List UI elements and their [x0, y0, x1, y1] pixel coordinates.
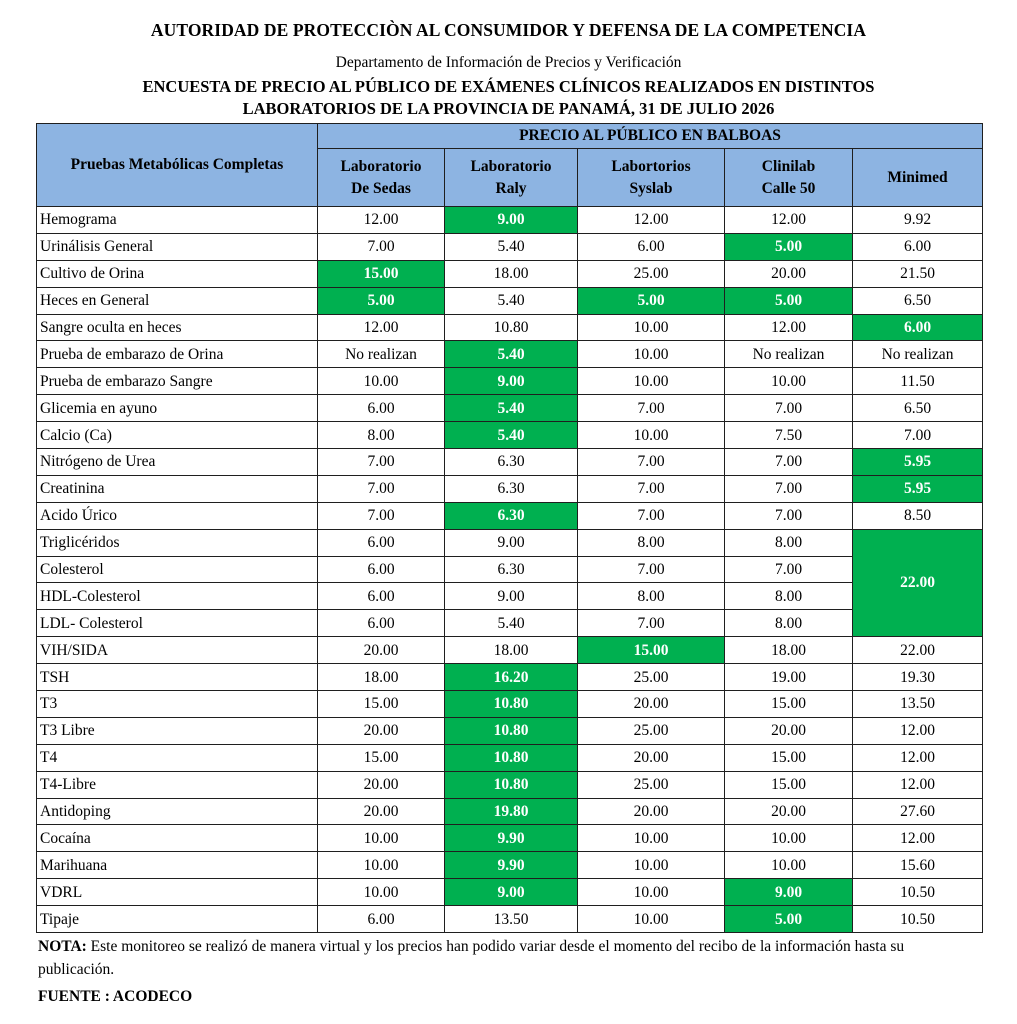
- price-cell: 8.00: [578, 529, 725, 556]
- price-cell: 27.60: [853, 798, 983, 825]
- price-cell: 5.00: [725, 233, 853, 260]
- price-cell: No realizan: [318, 341, 445, 368]
- price-cell: 12.00: [318, 207, 445, 234]
- price-cell: 6.00: [318, 610, 445, 637]
- price-cell: 15.00: [318, 260, 445, 287]
- price-cell: 25.00: [578, 664, 725, 691]
- price-cell: 7.00: [725, 556, 853, 583]
- lab-header-raly: [445, 149, 578, 207]
- source: FUENTE : ACODECO: [38, 988, 193, 1005]
- price-cell: 8.00: [318, 422, 445, 449]
- price-cell: 10.00: [318, 852, 445, 879]
- price-cell: 9.00: [445, 583, 578, 610]
- test-name: Acido Úrico: [37, 502, 318, 529]
- price-cell: 25.00: [578, 260, 725, 287]
- lab-header-de-sedas: [318, 149, 445, 207]
- price-cell: 10.00: [578, 341, 725, 368]
- lab-header-line: Clinilab: [761, 157, 816, 175]
- table-row: [37, 798, 983, 825]
- price-cell: 20.00: [318, 798, 445, 825]
- price-cell: 5.00: [578, 287, 725, 314]
- price-cell: 8.00: [725, 583, 853, 610]
- price-cell: 7.50: [725, 422, 853, 449]
- price-cell: 19.80: [445, 798, 578, 825]
- table-row: [37, 422, 983, 449]
- price-cell: 18.00: [318, 664, 445, 691]
- table-row: [37, 610, 983, 637]
- test-name: Prueba de embarazo Sangre: [37, 368, 318, 395]
- lab-header-line: Minimed: [887, 168, 948, 186]
- price-cell: 20.00: [318, 637, 445, 664]
- price-cell: 6.00: [318, 395, 445, 422]
- price-cell: 10.80: [445, 691, 578, 718]
- table-row: [37, 529, 983, 556]
- test-name: Antidoping: [37, 798, 318, 825]
- price-cell: 7.00: [725, 502, 853, 529]
- price-cell: 6.30: [445, 475, 578, 502]
- price-cell: 10.00: [578, 852, 725, 879]
- price-table-body: [37, 207, 983, 933]
- tests-column-header: Pruebas Metabólicas Completas: [37, 124, 318, 207]
- price-cell: 20.00: [578, 798, 725, 825]
- test-name: Prueba de embarazo de Orina: [37, 341, 318, 368]
- price-cell: 15.00: [578, 637, 725, 664]
- price-cell: 5.40: [445, 233, 578, 260]
- price-cell: 9.00: [445, 207, 578, 234]
- table-row: [37, 395, 983, 422]
- table-row: [37, 502, 983, 529]
- survey-title-line-1: ENCUESTA DE PRECIO AL PÚBLICO DE EXÁMENES CLÍNICOS REALIZADOS EN DISTINTOS: [142, 77, 875, 96]
- price-cell: 19.00: [725, 664, 853, 691]
- price-cell: 10.00: [318, 368, 445, 395]
- price-cell: 18.00: [725, 637, 853, 664]
- price-cell: 7.00: [578, 556, 725, 583]
- price-cell: 6.00: [318, 529, 445, 556]
- price-cell: 13.50: [445, 906, 578, 933]
- test-name: TSH: [37, 664, 318, 691]
- price-cell: 10.80: [445, 717, 578, 744]
- price-cell: 15.00: [725, 744, 853, 771]
- price-cell: 9.92: [853, 207, 983, 234]
- test-name: Cocaína: [37, 825, 318, 852]
- price-cell: 15.00: [725, 771, 853, 798]
- price-cell: 10.00: [578, 422, 725, 449]
- price-cell: 12.00: [853, 825, 983, 852]
- test-name: Tipaje: [37, 906, 318, 933]
- price-cell: 10.50: [853, 906, 983, 933]
- price-cell: 7.00: [578, 475, 725, 502]
- price-cell: 19.30: [853, 664, 983, 691]
- price-cell: 5.00: [725, 906, 853, 933]
- price-cell: 10.00: [578, 825, 725, 852]
- price-cell: 5.00: [318, 287, 445, 314]
- price-cell: 16.20: [445, 664, 578, 691]
- table-row: [37, 341, 983, 368]
- price-cell: 15.60: [853, 852, 983, 879]
- price-cell: 10.50: [853, 879, 983, 906]
- price-cell: 6.00: [318, 906, 445, 933]
- price-cell: 12.00: [853, 771, 983, 798]
- price-cell: 8.00: [725, 610, 853, 637]
- price-cell: 6.00: [318, 556, 445, 583]
- lab-header-line: De Sedas: [351, 179, 411, 197]
- table-row: [37, 314, 983, 341]
- test-name: Cultivo de Orina: [37, 260, 318, 287]
- price-cell: 9.00: [445, 529, 578, 556]
- price-cell: 6.30: [445, 502, 578, 529]
- price-cell: 20.00: [578, 691, 725, 718]
- price-group-header: PRECIO AL PÚBLICO EN BALBOAS: [318, 124, 983, 149]
- test-name: T3 Libre: [37, 717, 318, 744]
- table-row: [37, 906, 983, 933]
- price-cell: 7.00: [578, 610, 725, 637]
- price-cell: 9.90: [445, 852, 578, 879]
- price-cell: 10.00: [725, 368, 853, 395]
- table-row: [37, 583, 983, 610]
- test-name: Triglicéridos: [37, 529, 318, 556]
- table-row: [37, 879, 983, 906]
- price-cell: 10.80: [445, 771, 578, 798]
- price-cell: 12.00: [318, 314, 445, 341]
- test-name: VDRL: [37, 879, 318, 906]
- test-name: VIH/SIDA: [37, 637, 318, 664]
- price-cell: 5.40: [445, 341, 578, 368]
- price-cell: 10.00: [578, 879, 725, 906]
- price-cell: 15.00: [318, 691, 445, 718]
- price-cell: 9.90: [445, 825, 578, 852]
- table-row: [37, 852, 983, 879]
- note: [38, 935, 968, 981]
- price-cell: 12.00: [853, 744, 983, 771]
- test-name: HDL-Colesterol: [37, 583, 318, 610]
- table-row: [37, 556, 983, 583]
- agency-title: AUTORIDAD DE PROTECCIÒN AL CONSUMIDOR Y DEFENSA DE LA COMPETENCIA: [150, 20, 867, 40]
- test-name: LDL- Colesterol: [37, 610, 318, 637]
- test-name: Heces en General: [37, 287, 318, 314]
- test-name: Hemograma: [37, 207, 318, 234]
- price-cell: 7.00: [318, 502, 445, 529]
- lab-header-clinilab: [725, 149, 853, 207]
- test-name: Glicemia en ayuno: [37, 395, 318, 422]
- price-cell: 10.00: [578, 314, 725, 341]
- price-cell: 7.00: [318, 233, 445, 260]
- table-row: [37, 637, 983, 664]
- lab-header-line: Laboratorio: [470, 157, 552, 175]
- price-cell: 7.00: [318, 475, 445, 502]
- price-table: [36, 123, 983, 933]
- lab-header-line: Labortorios: [611, 157, 691, 175]
- note-label: NOTA:: [38, 938, 87, 955]
- test-name: Sangre oculta en heces: [37, 314, 318, 341]
- lab-header-line: Laboratorio: [340, 157, 422, 175]
- price-cell: 8.50: [853, 502, 983, 529]
- price-cell: 5.95: [853, 449, 983, 476]
- table-row: [37, 233, 983, 260]
- lab-header-minimed: [853, 149, 983, 207]
- price-cell: 7.00: [318, 449, 445, 476]
- table-row: [37, 207, 983, 234]
- price-cell: 10.00: [318, 879, 445, 906]
- price-cell: 10.00: [725, 825, 853, 852]
- test-name: Colesterol: [37, 556, 318, 583]
- price-cell: 7.00: [853, 422, 983, 449]
- test-name: Calcio (Ca): [37, 422, 318, 449]
- test-name: Marihuana: [37, 852, 318, 879]
- table-row: [37, 825, 983, 852]
- price-cell: 5.40: [445, 287, 578, 314]
- price-cell: 20.00: [318, 717, 445, 744]
- price-cell: 18.00: [445, 637, 578, 664]
- price-cell: 6.00: [318, 583, 445, 610]
- department-subtitle: Departamento de Información de Precios y Verificación: [335, 54, 682, 71]
- price-cell-merged-lipid-profile: 22.00: [853, 529, 983, 637]
- price-cell: 5.95: [853, 475, 983, 502]
- price-cell: 18.00: [445, 260, 578, 287]
- price-cell: 5.40: [445, 610, 578, 637]
- price-cell: 10.00: [578, 368, 725, 395]
- table-row: [37, 260, 983, 287]
- test-name: Nitrógeno de Urea: [37, 449, 318, 476]
- price-cell: 12.00: [853, 717, 983, 744]
- lab-header-syslab: [578, 149, 725, 207]
- price-cell: 10.00: [318, 825, 445, 852]
- table-row: [37, 287, 983, 314]
- price-cell: 25.00: [578, 771, 725, 798]
- price-cell: 20.00: [725, 717, 853, 744]
- price-cell: 9.00: [445, 368, 578, 395]
- table-row: [37, 368, 983, 395]
- price-cell: 15.00: [318, 744, 445, 771]
- price-cell: 9.00: [445, 879, 578, 906]
- price-cell: 10.80: [445, 314, 578, 341]
- price-cell: 13.50: [853, 691, 983, 718]
- price-cell: 11.50: [853, 368, 983, 395]
- table-row: [37, 449, 983, 476]
- table-row: [37, 691, 983, 718]
- price-cell: 6.30: [445, 556, 578, 583]
- price-cell: 20.00: [725, 798, 853, 825]
- price-cell: 6.00: [578, 233, 725, 260]
- price-cell: 7.00: [725, 449, 853, 476]
- test-name: Creatinina: [37, 475, 318, 502]
- price-cell: 12.00: [578, 207, 725, 234]
- price-cell: 20.00: [725, 260, 853, 287]
- price-cell: 12.00: [725, 314, 853, 341]
- test-name: T3: [37, 691, 318, 718]
- price-cell: 10.00: [578, 906, 725, 933]
- survey-title-line-2: LABORATORIOS DE LA PROVINCIA DE PANAMÁ, 31 DE JULIO 2026: [242, 99, 775, 118]
- table-row: [37, 475, 983, 502]
- lab-header-line: Syslab: [629, 179, 673, 197]
- price-cell: 6.50: [853, 395, 983, 422]
- price-cell: 8.00: [578, 583, 725, 610]
- price-cell: 9.00: [725, 879, 853, 906]
- price-cell: 22.00: [853, 637, 983, 664]
- price-cell: 6.00: [853, 233, 983, 260]
- table-row: [37, 717, 983, 744]
- table-row: [37, 744, 983, 771]
- table-row: [37, 664, 983, 691]
- price-cell: 7.00: [578, 395, 725, 422]
- price-cell: 20.00: [318, 771, 445, 798]
- price-cell: 8.00: [725, 529, 853, 556]
- price-cell: 7.00: [578, 502, 725, 529]
- price-cell: 21.50: [853, 260, 983, 287]
- price-cell: No realizan: [725, 341, 853, 368]
- price-cell: 6.50: [853, 287, 983, 314]
- price-cell: 20.00: [578, 744, 725, 771]
- price-cell: 25.00: [578, 717, 725, 744]
- note-text: Este monitoreo se realizó de manera virtual y los precios han podido variar desde el momento del recibo de la información hasta su publicación.: [38, 938, 905, 978]
- price-cell: 6.30: [445, 449, 578, 476]
- lab-header-line: Raly: [495, 179, 527, 197]
- table-row: [37, 771, 983, 798]
- price-cell: 5.40: [445, 395, 578, 422]
- price-cell: 7.00: [578, 449, 725, 476]
- test-name: T4: [37, 744, 318, 771]
- price-cell: 7.00: [725, 475, 853, 502]
- price-cell: 10.00: [725, 852, 853, 879]
- price-cell: 5.00: [725, 287, 853, 314]
- price-cell: 15.00: [725, 691, 853, 718]
- price-cell: 10.80: [445, 744, 578, 771]
- price-cell: 7.00: [725, 395, 853, 422]
- lab-header-line: Calle 50: [761, 179, 816, 197]
- test-name: T4-Libre: [37, 771, 318, 798]
- price-cell: 12.00: [725, 207, 853, 234]
- price-cell: 6.00: [853, 314, 983, 341]
- price-cell: No realizan: [853, 341, 983, 368]
- test-name: Urinálisis General: [37, 233, 318, 260]
- price-cell: 5.40: [445, 422, 578, 449]
